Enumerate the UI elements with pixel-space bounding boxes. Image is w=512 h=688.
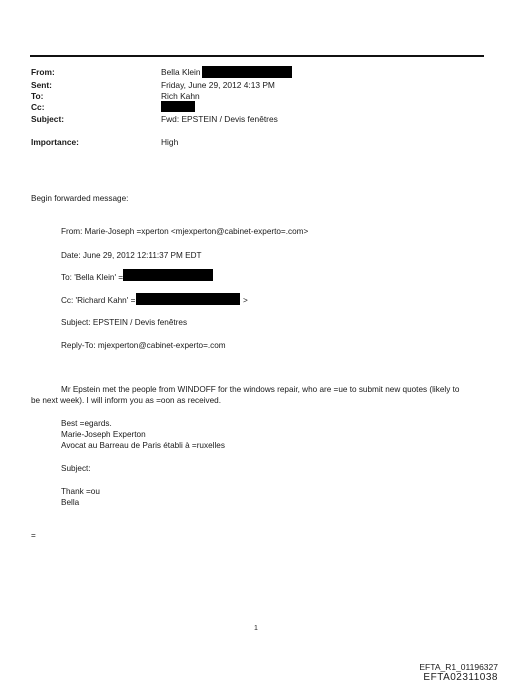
to-label: To: bbox=[31, 91, 44, 101]
bates-number-2: EFTA02311038 bbox=[423, 672, 498, 683]
fwd-to-line: To: 'Bella Klein' = bbox=[61, 273, 124, 282]
sent-label: Sent: bbox=[31, 80, 52, 90]
signature-name: Marie-Joseph Experton bbox=[61, 430, 146, 439]
fwd-subject-line: Subject: EPSTEIN / Devis fenêtres bbox=[61, 318, 188, 327]
cc-label: Cc: bbox=[31, 102, 45, 112]
subject-value: Fwd: EPSTEIN / Devis fenêtres bbox=[161, 114, 278, 124]
redaction-fwd-to bbox=[123, 269, 213, 281]
signature-closing: Best =egards. bbox=[61, 419, 112, 428]
fwd-date-line: Date: June 29, 2012 12:11:37 PM EDT bbox=[61, 251, 202, 260]
fwd-cc-line: Cc: 'Richard Kahn' = bbox=[61, 296, 136, 305]
importance-label: Importance: bbox=[31, 137, 79, 147]
header-rule bbox=[30, 55, 484, 57]
fwd-from-line: From: Marie-Joseph =xperton <mjexperton@cabinet-experto=.com> bbox=[61, 227, 309, 236]
message-line-2: be next week). I will inform you as =oon as received. bbox=[31, 396, 221, 405]
message-line-1: Mr Epstein met the people from WINDOFF for the windows repair, who are =ue to submit new quotes (likely to bbox=[61, 385, 460, 394]
fwd-replyto-line: Reply-To: mjexperton@cabinet-experto=.com bbox=[61, 341, 226, 350]
redaction-fwd-cc bbox=[136, 293, 240, 305]
thanks-name: Bella bbox=[61, 498, 80, 507]
forward-intro: Begin forwarded message: bbox=[31, 194, 129, 203]
subject-label: Subject: bbox=[31, 114, 65, 124]
from-label: From: bbox=[31, 67, 55, 77]
signature-title: Avocat au Barreau de Paris établi à =ruxelles bbox=[61, 441, 225, 450]
page-number: 1 bbox=[254, 625, 258, 632]
importance-value: High bbox=[161, 137, 179, 147]
thanks-line: Thank =ou bbox=[61, 487, 100, 496]
redaction-cc bbox=[161, 101, 195, 112]
stray-character: = bbox=[31, 531, 36, 540]
from-value: Bella Klein bbox=[161, 67, 201, 77]
redaction-from-email bbox=[202, 66, 292, 78]
fwd-cc-end: > bbox=[243, 296, 248, 305]
to-value: Rich Kahn bbox=[161, 91, 200, 101]
inner-subject: Subject: bbox=[61, 464, 91, 473]
bates-number-1: EFTA_R1_01196327 bbox=[419, 662, 498, 672]
sent-value: Friday, June 29, 2012 4:13 PM bbox=[161, 80, 275, 90]
